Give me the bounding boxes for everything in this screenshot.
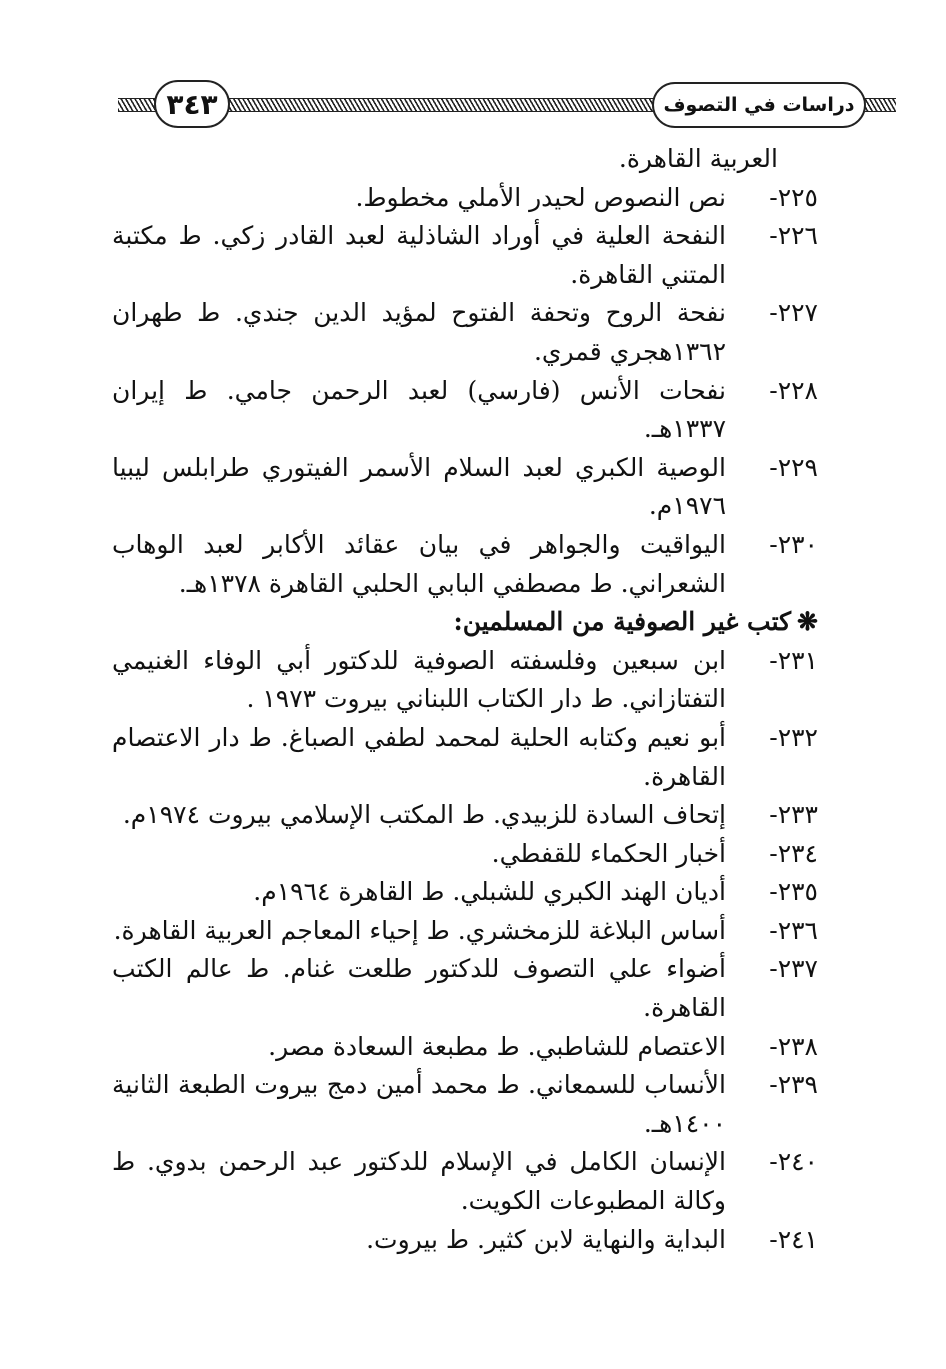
bibliography-entry	[112, 873, 818, 912]
entry-text: اليواقيت والجواهر في بيان عقائد الأكابر لعبد الوهاب الشعراني. ط مصطفي البابي الحلبي القاهرة ١٣٧٨هـ.	[112, 529, 726, 598]
entry-number: ٢٣٨-	[769, 1031, 818, 1061]
bibliography-entry	[112, 217, 818, 294]
entry-number: ٢٢٨-	[769, 375, 818, 405]
entry-text: الإنسان الكامل في الإسلام للدكتور عبد الرحمن بدوي. ط وكالة المطبوعات الكويت.	[112, 1147, 726, 1216]
entry-number: ٢٤٠-	[769, 1147, 818, 1177]
entry-number: ٢٤١-	[769, 1224, 818, 1254]
entry-number: ٢٣٤-	[769, 838, 818, 868]
bibliography-entry	[112, 642, 818, 719]
section-heading-text: كتب غير الصوفية من المسلمين:	[453, 607, 792, 637]
entry-number: ٢٢٥-	[769, 182, 818, 212]
entry-number: ٢٣٥-	[769, 877, 818, 907]
entry-text: نفحات الأنس (فارسي) لعبد الرحمن جامي. ط إيران ١٣٣٧هـ.	[112, 375, 726, 444]
page-number: ٣٤٣	[154, 80, 230, 128]
entry-number: ٢٣٠-	[769, 529, 818, 559]
bibliography-entry	[112, 835, 818, 874]
asterisk-icon: ❋	[797, 607, 818, 637]
entry-number: ٢٣٩-	[769, 1070, 818, 1100]
entry-number: ٢٣٧-	[769, 954, 818, 984]
entry-text: إتحاف السادة للزبيدي. ط المكتب الإسلامي بيروت ١٩٧٤م.	[122, 800, 726, 830]
entry-text: أساس البلاغة للزمخشري. ط إحياء المعاجم العربية القاهرة.	[113, 915, 726, 945]
bibliography-group-sufi	[112, 179, 818, 604]
entry-text: البداية والنهاية لابن كثير. ط بيروت.	[366, 1224, 726, 1254]
bibliography-entry	[112, 1221, 818, 1260]
header-ornament-middle	[226, 98, 656, 112]
entry-number: ٢٢٧-	[769, 298, 818, 328]
section-heading	[112, 603, 818, 642]
entry-text: أبو نعيم وكتابه الحلية لمحمد لطفي الصباغ. ط دار الاعتصام القاهرة.	[112, 722, 726, 791]
entry-text: نفحة الروح وتحفة الفتوح لمؤيد الدين جندي. ط طهران ١٣٦٢هجري قمري.	[112, 298, 726, 366]
entry-text: الاعتصام للشاطبي. ط مطبعة السعادة مصر.	[268, 1031, 726, 1061]
entry-text: نص النصوص لحيدر الأملي مخطوط.	[355, 182, 726, 212]
bibliography-entry	[112, 950, 818, 1027]
bibliography-entry	[112, 1028, 818, 1067]
bibliography-entry	[112, 1143, 818, 1220]
bibliography-list	[112, 140, 818, 1320]
entry-number: ٢٢٩-	[769, 452, 818, 482]
bibliography-entry	[112, 796, 818, 835]
entry-text: النفحة العلية في أوراد الشاذلية لعبد القادر زكي. ط مكتبة المتني القاهرة.	[112, 221, 726, 289]
bibliography-entry	[112, 912, 818, 951]
header-ornament-right	[862, 98, 896, 112]
entry-text: ابن سبعين وفلسفته الصوفية للدكتور أبي الوفاء الغنيمي التفتازاني. ط دار الكتاب اللبناني بيروت ١٩٧٣ .	[112, 645, 726, 714]
bibliography-entry	[112, 1066, 818, 1143]
bibliography-entry	[112, 449, 818, 526]
entry-number: ٢٣٦-	[769, 915, 818, 945]
running-title: دراسات في التصوف	[652, 82, 866, 128]
bibliography-entry	[112, 294, 818, 371]
bibliography-entry	[112, 372, 818, 449]
entry-text: أضواء علي التصوف للدكتور طلعت غنام. ط عالم الكتب القاهرة.	[112, 954, 726, 1023]
entry-number: ٢٣٣-	[769, 800, 818, 830]
bibliography-entry	[112, 526, 818, 603]
bibliography-entry	[112, 179, 818, 218]
entry-text: أديان الهند الكبري للشبلي. ط القاهرة ١٩٦٤م.	[253, 877, 726, 907]
header-ornament-left	[118, 98, 158, 112]
entry-text: الوصية الكبري لعبد السلام الأسمر الفيتوري طرابلس ليبيا ١٩٧٦م.	[112, 452, 726, 521]
bibliography-entry	[112, 719, 818, 796]
bibliography-group-non-sufi	[112, 642, 818, 1260]
entry-text: أخبار الحكماء للقفطي.	[491, 838, 726, 868]
entry-number: ٢٣٢-	[769, 722, 818, 752]
continued-line: العربية القاهرة.	[618, 144, 778, 173]
entry-number: ٢٣١-	[769, 645, 818, 675]
entry-text: الأنساب للسمعاني. ط محمد أمين دمج بيروت الطبعة الثانية ١٤٠٠هـ.	[112, 1070, 726, 1138]
entry-number: ٢٢٦-	[769, 221, 818, 251]
